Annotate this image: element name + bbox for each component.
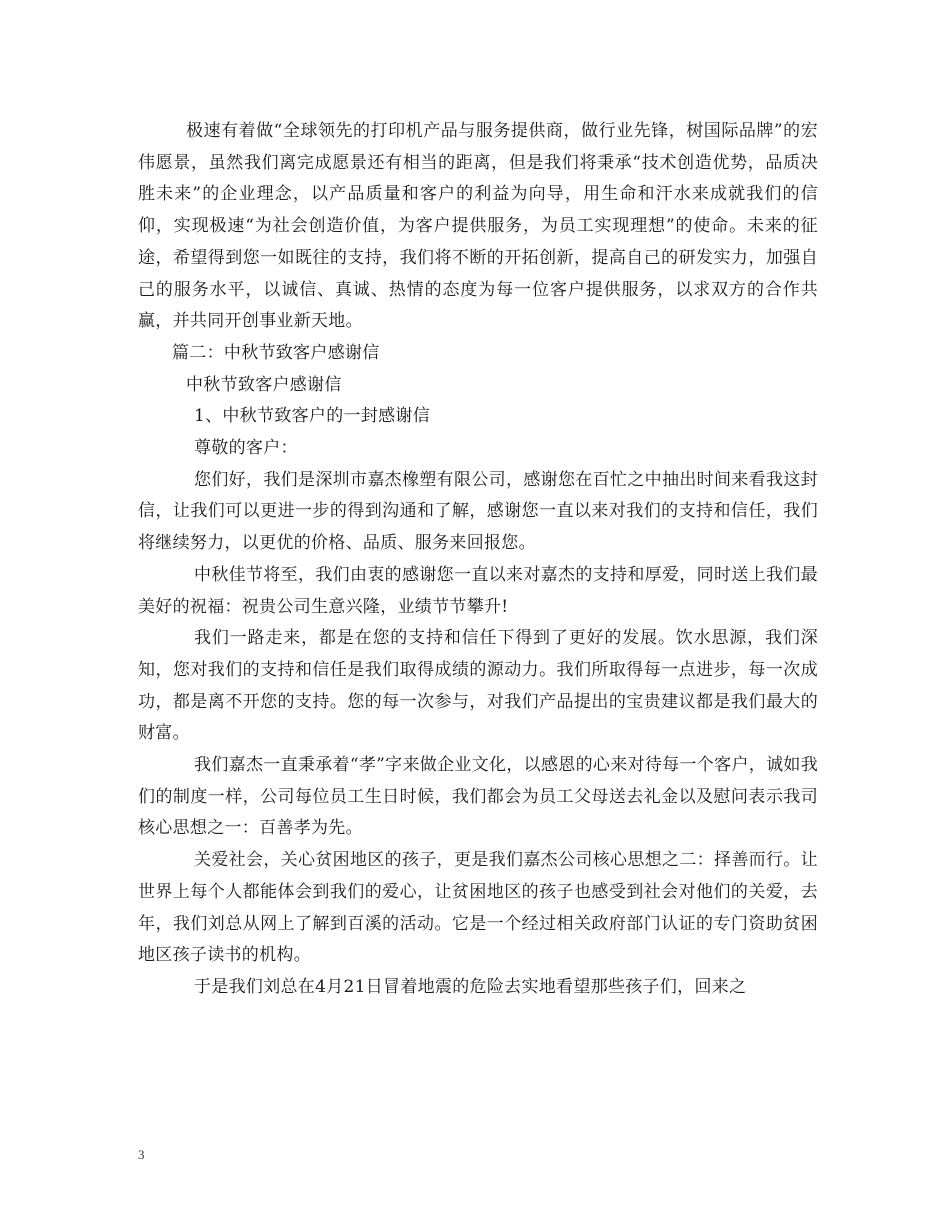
letter-salutation: 尊敬的客户： (194, 438, 298, 459)
paragraph-greeting: 您们好，我们是深圳市嘉杰橡塑有限公司，感谢您在百忙之中抽出时间来看我这封信，让我们可以更进一步的得到沟通和了解，感谢您一直以来对我们的支持和信任，我们将继续努力，以更优的价格、品质、服务来回报您。 (138, 469, 818, 554)
paragraph-festival: 中秋佳节将至，我们由衷的感谢您一直以来对嘉杰的支持和厚爱，同时送上我们最美好的祝福：祝贵公司生意兴隆，业绩节节攀升! (138, 564, 818, 617)
section-heading: 篇二：中秋节致客户感谢信 (172, 342, 380, 363)
paragraph-visit: 于是我们刘总在4月21日冒着地震的危险去实地看望那些孩子们，回来之 (194, 976, 747, 997)
paragraph-vision: 极速有着做“全球领先的打印机产品与服务提供商，做行业先锋，树国际品牌”的宏伟愿景，虽然我们离完成愿景还有相当的距离，但是我们将秉承“技术创造优势，品质决胜未来”的企业理念，以产品质量和客户的利益为向导，用生命和汗水来成就我们的信仰，实现极速“为社会创造价值，为客户提供服务，为员工实现理想”的使命。未来的征途，希望得到您一如既往的支持，我们将不断的开拓创新，提高自己的研发实力，加强自己的服务水平，以诚信、真诚、热情的态度为每一位客户提供服务，以求双方的合作共赢，并共同开创事业新天地。 (138, 121, 818, 332)
letter-subtitle: 1、中秋节致客户的一封感谢信 (194, 406, 431, 427)
paragraph-development: 我们一路走来，都是在您的支持和信任下得到了更好的发展。饮水思源，我们深知，您对我们的支持和信任是我们取得成绩的源动力。我们所取得每一点进步，每一次成功，都是离不开您的支持。您的每一次参与，对我们产品提出的宝贵建议都是我们最大的财富。 (138, 628, 818, 744)
document-body (138, 116, 818, 1004)
letter-title: 中秋节致客户感谢信 (186, 374, 342, 395)
page-number: 3 (138, 1147, 145, 1162)
paragraph-charity: 关爱社会，关心贫困地区的孩子，更是我们嘉杰公司核心思想之二：择善而行。让世界上每个人都能体会到我们的爱心，让贫困地区的孩子也感受到社会对他们的关爱，去年，我们刘总从网上了解到百溪的活动。它是一个经过相关政府部门认证的专门资助贫困地区孩子读书的机构。 (138, 850, 818, 966)
paragraph-culture: 我们嘉杰一直秉承着“孝”字来做企业文化，以感恩的心来对待每一个客户，诚如我们的制度一样，公司每位员工生日时候，我们都会为员工父母送去礼金以及慰问表示我司核心思想之一：百善孝为先。 (138, 755, 818, 839)
